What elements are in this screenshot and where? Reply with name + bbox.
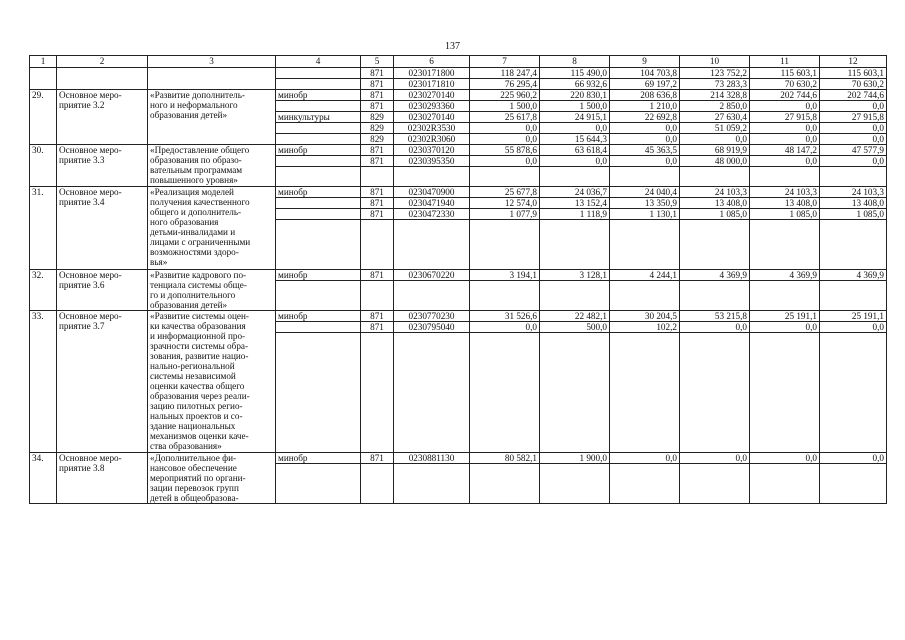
text-line: образования через реали- — [150, 391, 250, 401]
text-line: образования детей» — [150, 110, 228, 120]
text-line: нально-региональной — [150, 361, 235, 371]
executor — [276, 68, 361, 79]
item-number — [30, 68, 57, 90]
amount-year-5: 0,0 — [750, 101, 820, 112]
text-line: приятие 3.8 — [59, 463, 105, 473]
amount-year-3: 104 703,8 — [610, 68, 680, 79]
event-name — [57, 187, 148, 270]
amount-year-3: 0,0 — [610, 134, 680, 145]
column-number-4: 4 — [276, 56, 361, 68]
budget-code: 0230670220 — [394, 270, 470, 281]
text-line: механизмов оценки каче- — [150, 431, 249, 441]
amount-year-4: 53 215,8 — [680, 311, 750, 322]
amount-year-4: 13 408,0 — [680, 198, 750, 209]
program-name — [148, 145, 276, 187]
amount-year-5: 0,0 — [750, 322, 820, 333]
grbs-code: 871 — [361, 311, 394, 322]
amount-year-5: 4 369,9 — [750, 270, 820, 281]
empty-cell — [276, 281, 361, 311]
column-number-12: 12 — [820, 56, 887, 68]
empty-cell — [470, 464, 540, 504]
text-line: приятие 3.2 — [59, 100, 105, 110]
empty-cell — [750, 167, 820, 187]
program-name — [148, 453, 276, 504]
amount-year-2: 1 118,9 — [540, 209, 610, 220]
text-line: вательным программам — [150, 165, 243, 175]
amount-year-6: 70 630,2 — [820, 79, 887, 90]
grbs-code: 871 — [361, 270, 394, 281]
grbs-code: 871 — [361, 79, 394, 90]
executor — [276, 156, 361, 167]
executor: минобр — [276, 270, 361, 281]
empty-cell — [540, 220, 610, 270]
amount-year-6: 27 915,8 — [820, 112, 887, 123]
text-line: получения качественного — [150, 197, 250, 207]
budget-code: 0230471940 — [394, 198, 470, 209]
amount-year-4: 0,0 — [680, 322, 750, 333]
amount-year-6: 0,0 — [820, 322, 887, 333]
executor — [276, 322, 361, 333]
text-line: системы независимой — [150, 371, 236, 381]
empty-cell — [680, 167, 750, 187]
text-line: тенциала системы обще- — [150, 280, 247, 290]
amount-year-3: 4 244,1 — [610, 270, 680, 281]
amount-year-4: 2 850,0 — [680, 101, 750, 112]
amount-year-4: 51 059,2 — [680, 123, 750, 134]
amount-year-3: 22 692,8 — [610, 112, 680, 123]
table-row — [30, 90, 887, 101]
text-line: Основное меро- — [59, 311, 122, 321]
budget-code: 0230881130 — [394, 453, 470, 464]
amount-year-5: 0,0 — [750, 134, 820, 145]
budget-code: 0230395350 — [394, 156, 470, 167]
grbs-code: 871 — [361, 156, 394, 167]
column-number-3: 3 — [148, 56, 276, 68]
text-line: ства образования» — [150, 441, 222, 451]
amount-year-6: 0,0 — [820, 101, 887, 112]
empty-cell — [470, 167, 540, 187]
text-line: ного и неформального — [150, 100, 238, 110]
empty-cell — [470, 281, 540, 311]
empty-cell — [820, 333, 887, 453]
empty-cell — [361, 333, 394, 453]
text-line: «Развитие системы оцен- — [150, 311, 249, 321]
text-line: го и дополнительного — [150, 290, 236, 300]
amount-year-2: 22 482,1 — [540, 311, 610, 322]
event-name — [57, 270, 148, 311]
budget-table — [29, 55, 887, 504]
amount-year-5: 24 103,3 — [750, 187, 820, 198]
text-line: лицами с ограниченными — [150, 237, 251, 247]
grbs-code: 871 — [361, 453, 394, 464]
text-line: Основное меро- — [59, 90, 122, 100]
amount-year-6: 13 408,0 — [820, 198, 887, 209]
budget-code: 0230795040 — [394, 322, 470, 333]
text-line: детей в общеобразова- — [150, 493, 239, 503]
amount-year-4: 1 085,0 — [680, 209, 750, 220]
column-number-7: 7 — [470, 56, 540, 68]
amount-year-4: 24 103,3 — [680, 187, 750, 198]
amount-year-6: 0,0 — [820, 156, 887, 167]
budget-code: 0230171810 — [394, 79, 470, 90]
amount-year-1: 3 194,1 — [470, 270, 540, 281]
amount-year-3: 0,0 — [610, 453, 680, 464]
text-line: «Дополнительное фи- — [150, 453, 237, 463]
text-line: нальных проектов и со- — [150, 411, 243, 421]
amount-year-4: 0,0 — [680, 134, 750, 145]
grbs-code: 829 — [361, 123, 394, 134]
amount-year-6: 24 103,3 — [820, 187, 887, 198]
amount-year-2: 3 128,1 — [540, 270, 610, 281]
text-line: общего и дополнитель- — [150, 207, 242, 217]
text-line: приятие 3.4 — [59, 197, 105, 207]
executor — [276, 79, 361, 90]
amount-year-2: 63 618,4 — [540, 145, 610, 156]
item-number: 34. — [30, 453, 57, 504]
empty-cell — [750, 281, 820, 311]
executor — [276, 198, 361, 209]
text-line: Основное меро- — [59, 187, 122, 197]
amount-year-2: 0,0 — [540, 123, 610, 134]
amount-year-1: 12 574,0 — [470, 198, 540, 209]
table-body — [30, 68, 887, 504]
amount-year-4: 27 630,4 — [680, 112, 750, 123]
amount-year-2: 15 644,3 — [540, 134, 610, 145]
table-row — [30, 145, 887, 156]
item-number: 33. — [30, 311, 57, 453]
program-name — [148, 311, 276, 453]
item-number: 32. — [30, 270, 57, 311]
grbs-code: 871 — [361, 90, 394, 101]
amount-year-6: 0,0 — [820, 123, 887, 134]
amount-year-1: 118 247,4 — [470, 68, 540, 79]
amount-year-2: 24 915,1 — [540, 112, 610, 123]
column-number-10: 10 — [680, 56, 750, 68]
amount-year-1: 80 582,1 — [470, 453, 540, 464]
amount-year-3: 30 204,5 — [610, 311, 680, 322]
column-number-9: 9 — [610, 56, 680, 68]
amount-year-5: 115 603,1 — [750, 68, 820, 79]
amount-year-4: 214 328,8 — [680, 90, 750, 101]
amount-year-4: 123 752,2 — [680, 68, 750, 79]
amount-year-5: 0,0 — [750, 453, 820, 464]
empty-cell — [750, 464, 820, 504]
empty-cell — [820, 220, 887, 270]
amount-year-1: 1 077,9 — [470, 209, 540, 220]
text-line: Основное меро- — [59, 453, 122, 463]
executor — [276, 134, 361, 145]
text-line: приятие 3.6 — [59, 280, 105, 290]
amount-year-5: 13 408,0 — [750, 198, 820, 209]
empty-cell — [361, 281, 394, 311]
empty-cell — [540, 333, 610, 453]
table-row — [30, 270, 887, 281]
empty-cell — [361, 220, 394, 270]
grbs-code: 871 — [361, 187, 394, 198]
empty-cell — [276, 220, 361, 270]
empty-cell — [276, 464, 361, 504]
empty-cell — [610, 281, 680, 311]
text-line: ного образования — [150, 217, 219, 227]
empty-cell — [820, 167, 887, 187]
empty-cell — [680, 220, 750, 270]
amount-year-5: 27 915,8 — [750, 112, 820, 123]
text-line: Основное меро- — [59, 270, 122, 280]
executor: минобр — [276, 311, 361, 322]
text-line: зования, развитие нацио- — [150, 351, 249, 361]
text-line: нансовое обеспечение — [150, 463, 237, 473]
amount-year-2: 1 900,0 — [540, 453, 610, 464]
text-line: образования детей» — [150, 300, 228, 310]
text-line: здание национальных — [150, 421, 236, 431]
empty-cell — [361, 464, 394, 504]
text-line: приятие 3.3 — [59, 155, 105, 165]
executor: минкультуры — [276, 112, 361, 123]
amount-year-2: 24 036,7 — [540, 187, 610, 198]
budget-code: 0230293360 — [394, 101, 470, 112]
amount-year-4: 73 283,3 — [680, 79, 750, 90]
text-line: вья» — [150, 257, 168, 267]
event-name — [57, 68, 148, 90]
amount-year-5: 1 085,0 — [750, 209, 820, 220]
empty-cell — [820, 281, 887, 311]
amount-year-4: 4 369,9 — [680, 270, 750, 281]
event-name — [57, 311, 148, 453]
empty-cell — [276, 167, 361, 187]
page-number: 137 — [445, 41, 460, 52]
budget-code: 0230770230 — [394, 311, 470, 322]
empty-cell — [610, 333, 680, 453]
empty-cell — [470, 220, 540, 270]
amount-year-6: 0,0 — [820, 134, 887, 145]
empty-cell — [361, 167, 394, 187]
event-name — [57, 453, 148, 504]
grbs-code: 871 — [361, 101, 394, 112]
column-number-5: 5 — [361, 56, 394, 68]
amount-year-1: 31 526,6 — [470, 311, 540, 322]
amount-year-6: 1 085,0 — [820, 209, 887, 220]
text-line: приятие 3.7 — [59, 321, 105, 331]
text-line: детьми-инвалидами и — [150, 227, 236, 237]
table-row — [30, 311, 887, 322]
grbs-code: 829 — [361, 112, 394, 123]
amount-year-5: 202 744,6 — [750, 90, 820, 101]
text-line: «Реализация моделей — [150, 187, 234, 197]
amount-year-2: 13 152,4 — [540, 198, 610, 209]
amount-year-1: 25 617,8 — [470, 112, 540, 123]
amount-year-3: 13 350,9 — [610, 198, 680, 209]
amount-year-5: 25 191,1 — [750, 311, 820, 322]
amount-year-6: 25 191,1 — [820, 311, 887, 322]
text-line: повышенного уровня» — [150, 175, 238, 185]
amount-year-3: 0,0 — [610, 156, 680, 167]
empty-cell — [610, 464, 680, 504]
empty-cell — [394, 220, 470, 270]
budget-code: 0230472330 — [394, 209, 470, 220]
grbs-code: 871 — [361, 198, 394, 209]
amount-year-2: 1 500,0 — [540, 101, 610, 112]
program-name — [148, 68, 276, 90]
text-line: оценки качества общего — [150, 381, 245, 391]
amount-year-1: 25 677,8 — [470, 187, 540, 198]
executor — [276, 123, 361, 134]
budget-code: 0230370120 — [394, 145, 470, 156]
amount-year-3: 0,0 — [610, 123, 680, 134]
event-name — [57, 145, 148, 187]
empty-cell — [540, 281, 610, 311]
empty-cell — [610, 220, 680, 270]
text-line: мероприятий по органи- — [150, 473, 246, 483]
column-number-11: 11 — [750, 56, 820, 68]
empty-cell — [540, 464, 610, 504]
empty-cell — [394, 333, 470, 453]
amount-year-1: 1 500,0 — [470, 101, 540, 112]
empty-cell — [820, 464, 887, 504]
empty-cell — [680, 464, 750, 504]
amount-year-1: 0,0 — [470, 156, 540, 167]
budget-code: 02302R3530 — [394, 123, 470, 134]
amount-year-2: 0,0 — [540, 156, 610, 167]
amount-year-1: 225 960,2 — [470, 90, 540, 101]
amount-year-1: 0,0 — [470, 134, 540, 145]
executor: минобр — [276, 90, 361, 101]
text-line: зрачности системы обра- — [150, 341, 249, 351]
amount-year-4: 0,0 — [680, 453, 750, 464]
budget-code: 0230470900 — [394, 187, 470, 198]
empty-cell — [394, 281, 470, 311]
empty-cell — [750, 220, 820, 270]
text-line: зации перевозок групп — [150, 483, 239, 493]
grbs-code: 871 — [361, 68, 394, 79]
empty-cell — [394, 464, 470, 504]
column-number-2: 2 — [57, 56, 148, 68]
empty-cell — [750, 333, 820, 453]
amount-year-3: 102,2 — [610, 322, 680, 333]
table-row — [30, 187, 887, 198]
amount-year-3: 69 197,2 — [610, 79, 680, 90]
amount-year-3: 45 363,5 — [610, 145, 680, 156]
column-number-1: 1 — [30, 56, 57, 68]
amount-year-1: 0,0 — [470, 123, 540, 134]
amount-year-2: 500,0 — [540, 322, 610, 333]
amount-year-3: 208 636,8 — [610, 90, 680, 101]
amount-year-3: 24 040,4 — [610, 187, 680, 198]
program-name — [148, 270, 276, 311]
text-line: «Развитие кадрового по- — [150, 270, 247, 280]
text-line: зацию пилотных регио- — [150, 401, 243, 411]
empty-cell — [470, 333, 540, 453]
column-number-8: 8 — [540, 56, 610, 68]
amount-year-5: 48 147,2 — [750, 145, 820, 156]
text-line: «Предоставление общего — [150, 145, 250, 155]
grbs-code: 871 — [361, 209, 394, 220]
item-number: 30. — [30, 145, 57, 187]
amount-year-6: 0,0 — [820, 453, 887, 464]
executor: минобр — [276, 187, 361, 198]
text-line: возможностями здоро- — [150, 247, 239, 257]
grbs-code: 871 — [361, 322, 394, 333]
program-name — [148, 90, 276, 145]
executor: минобр — [276, 453, 361, 464]
amount-year-6: 202 744,6 — [820, 90, 887, 101]
column-number-row — [30, 56, 887, 68]
text-line: «Развитие дополнитель- — [150, 90, 245, 100]
text-line: образования по образо- — [150, 155, 242, 165]
text-line: ки качества образования — [150, 321, 246, 331]
grbs-code: 871 — [361, 145, 394, 156]
amount-year-3: 1 130,1 — [610, 209, 680, 220]
budget-code: 02302R3060 — [394, 134, 470, 145]
empty-cell — [276, 333, 361, 453]
amount-year-5: 70 630,2 — [750, 79, 820, 90]
empty-cell — [394, 167, 470, 187]
column-number-6: 6 — [394, 56, 470, 68]
amount-year-2: 66 932,6 — [540, 79, 610, 90]
amount-year-4: 48 000,0 — [680, 156, 750, 167]
amount-year-4: 68 919,9 — [680, 145, 750, 156]
amount-year-1: 0,0 — [470, 322, 540, 333]
amount-year-2: 115 490,0 — [540, 68, 610, 79]
amount-year-6: 115 603,1 — [820, 68, 887, 79]
amount-year-3: 1 210,0 — [610, 101, 680, 112]
event-name — [57, 90, 148, 145]
amount-year-5: 0,0 — [750, 156, 820, 167]
empty-cell — [680, 281, 750, 311]
amount-year-2: 220 830,1 — [540, 90, 610, 101]
item-number: 29. — [30, 90, 57, 145]
grbs-code: 829 — [361, 134, 394, 145]
table-row — [30, 68, 887, 79]
table-row — [30, 453, 887, 464]
text-line: Основное меро- — [59, 145, 122, 155]
empty-cell — [610, 167, 680, 187]
executor — [276, 209, 361, 220]
amount-year-5: 0,0 — [750, 123, 820, 134]
amount-year-6: 47 577,9 — [820, 145, 887, 156]
program-name — [148, 187, 276, 270]
text-line: и информационной про- — [150, 331, 246, 341]
budget-code: 0230270140 — [394, 112, 470, 123]
item-number: 31. — [30, 187, 57, 270]
budget-code: 0230171800 — [394, 68, 470, 79]
amount-year-1: 76 295,4 — [470, 79, 540, 90]
executor — [276, 101, 361, 112]
amount-year-1: 55 878,6 — [470, 145, 540, 156]
amount-year-6: 4 369,9 — [820, 270, 887, 281]
empty-cell — [680, 333, 750, 453]
empty-cell — [540, 167, 610, 187]
budget-code: 0230270140 — [394, 90, 470, 101]
executor: минобр — [276, 145, 361, 156]
